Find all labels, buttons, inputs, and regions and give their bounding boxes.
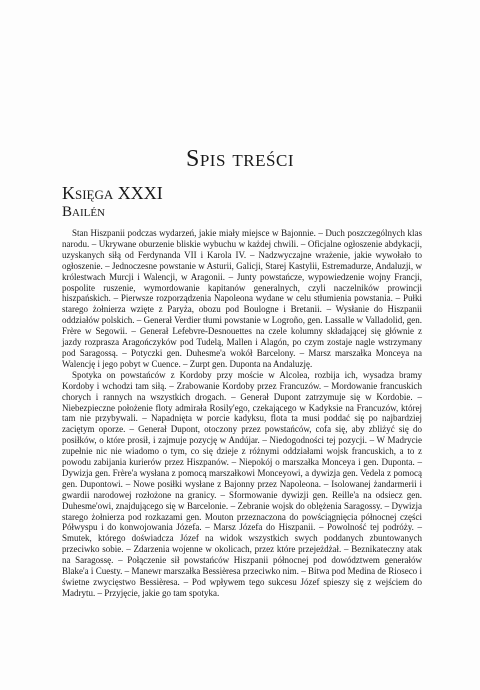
page-title: Spis treści [186,146,294,172]
summary-paragraph: Stan Hiszpanii podczas wydarzeń, jakie miały miejsce w Bajonnie. – Duch poszczególnych klas narodu. – Ukrywane oburzenie bliskie wybuchu w każdej chwili. – Oficjalne ogłoszenie abdykacji, uzyskanych siłą od Ferdynanda VII i Karola IV. – Nadzwyczajne wrażenie, jakie wywołało to ogłoszenie. – Jednoczesne powstanie w Asturii, Galicji, Starej Kastylii, Estremadurze, Andaluzji, w królestwach Murcji i Walencji, w Aragonii. – Junty powstańcze, wypowiedzenie wojny Francji, pospolite ruszenie, wymordowanie kapitanów generalnych, czyli naczelników prowincji hiszpańskich. – Pierwsze rozporządzenia Napoleona wydane w celu stłumienia powstania. – Pułki starego żołnierza wzięte z Paryża, obozu pod Boulogne i Bretanii. – Wysłanie do Hiszpanii oddziałów polskich. – Generał Verdier tłumi powstanie w Logroño, gen. Lassalle w Valladolid, gen. Frère w Segowii. – Generał Lefebvre-Desnouettes na czele kolumny składającej się głównie z jazdy rozprasza Aragończyków pod Tudelą, Mallen i Alagón, po czym zostaje nagle wstrzymany pod Saragossą. – Potyczki gen. Duhesme'a wokół Barcelony. – Marsz marszałka Monceya na Walencję i jego pobyt w Cuence. – Zurpt gen. Duponta na Andaluzję. [62,228,422,369]
summary-paragraph: Spotyka on powstańców z Kordoby przy moście w Alcolea, rozbija ich, wysadza bramy Kordoby i wchodzi tam siłą. – Zrabowanie Kordoby przez Francuzów. – Mordowanie francuskich chorych i rannych na wszystkich drogach. – Generał Dupont zatrzymuje się w Kordobie. – Niebezpieczne położenie floty admirała Rosily'ego, czekającego w Kadyksie na Francuzów, której tam nie przybywali. – Napadnięta w porcie kadyksu, flota ta musi poddać się po najbardziej zaciętym oporze. – Generał Dupont, otoczony przez powstańców, cofa się, aby zbliżyć się do posiłków, o które prosił, i zajmuje pozycję w Andújar. – Niedogodności tej pozycji. – W Madrycie zupełnie nic nie wiadomo o tym, co się dzieje z różnymi oddziałami wojsk francuskich, a to z powodu zabijania kurierów przez Hiszpanów. – Niepokój o marszałka Monceya i gen. Duponta. – Dywizja gen. Frère'a wysłana z pomocą marszałkowi Monceyowi, a dywizja gen. Vedela z pomocą gen. Dupontowi. – Nowe posiłki wysłane z Bajonny przez Napoleona. – Isolowanej żandarmerii i gwardii narodowej rozłożone na granicy. – Sformowanie dywizji gen. Reille'a na odsiecz gen. Duhesme'owi, znajdującego się w Barcelonie. – Zebranie wojsk do oblężenia Saragossy. – Dywizja starego żołnierza pod rozkazami gen. Mouton przeznaczona do powściągnięcia północnej części Półwyspu i do konwojowania Józefa. – Marsz Józefa do Hiszpanii. – Powolność tej podróży. – Smutek, którego doświadcza Józef na widok wszystkich swych poddanych zbuntowanych przeciwko sobie. – Zdarzenia wojenne w okolicach, przez które przejeżdżał. – Beznikateczny atak na Saragossę. – Połączenie sił powstańców Hiszpanii północnej pod dowództwem generałów Blake'a i Cuesty. – Manewr marszałka Bessièresa przeciwko nim. – Bitwa pod Medina de Rioseco i świetne zwycięstwo Bessièresa. – Pod wpływem tego sukcesu Józef spieszy się z wejściem do Madrytu. – Przyjęcie, jakie go tam spotyka. [62,369,422,598]
chapter-summary [62,228,422,599]
book-subtitle: Bailén [62,204,105,220]
book-heading: Księga XXXI [62,183,163,203]
